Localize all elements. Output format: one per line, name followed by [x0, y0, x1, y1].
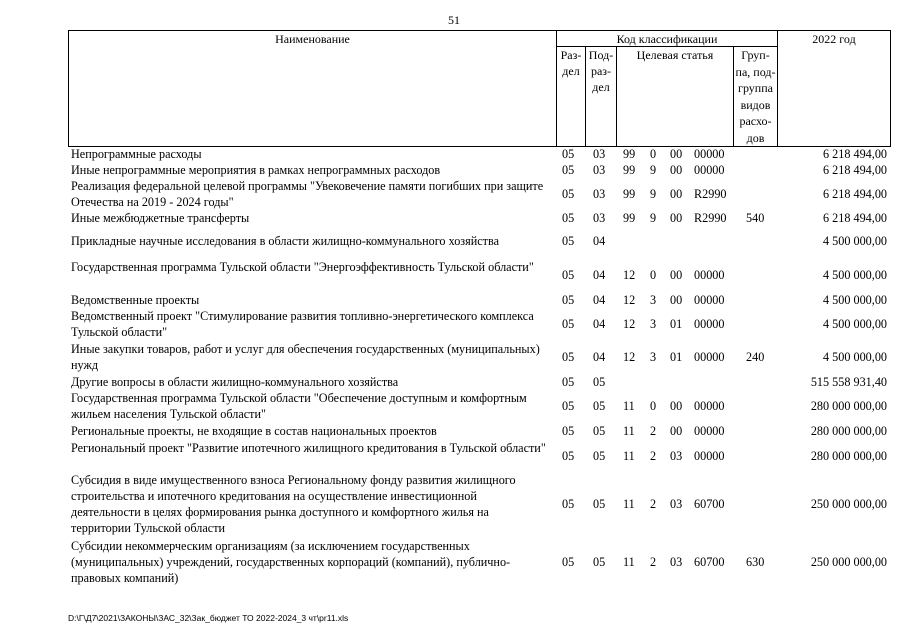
row-name: Прикладные научные исследования в области жилищно-коммунального хозяйства [71, 234, 499, 248]
row-t3: 00 [670, 424, 683, 438]
row-razdel: 05 [562, 268, 575, 282]
header-code: Код классификации [616, 32, 718, 46]
row-vid: 540 [746, 211, 765, 225]
row-t4: 00000 [694, 449, 725, 463]
row-razdel: 05 [562, 234, 575, 248]
row-t2: 2 [650, 449, 657, 463]
row-amount: 515 558 931,40 [810, 375, 887, 389]
header-year-cell [777, 30, 891, 147]
row-t3: 03 [670, 449, 683, 463]
table-header [0, 0, 905, 150]
row-name: Государственная программа Тульской области "Обеспечение доступным и комфортным жильем населения Тульской области" [71, 391, 527, 421]
row-razdel: 05 [562, 399, 575, 413]
row-name: Иные закупки товаров, работ и услуг для обеспечения государственных (муниципальных) нужд [71, 342, 540, 372]
row-podrazdel: 05 [593, 424, 606, 438]
row-t2: 2 [650, 424, 657, 438]
row-t1: 11 [623, 399, 635, 413]
row-amount: 4 500 000,00 [823, 234, 887, 248]
row-razdel: 05 [562, 293, 575, 307]
row-t2: 0 [650, 147, 657, 161]
header-year: 2022 год [812, 32, 856, 46]
header-name-cell [68, 30, 557, 147]
row-t2: 0 [650, 268, 657, 282]
row-name: Ведомственный проект "Стимулирование развития топливно-энергетического комплекса Тульской области" [71, 309, 534, 339]
row-t4: 00000 [694, 163, 725, 177]
row-t1: 99 [623, 163, 636, 177]
row-podrazdel: 04 [593, 268, 606, 282]
row-t4: 00000 [694, 350, 725, 364]
row-t2: 3 [650, 350, 657, 364]
row-t3: 01 [670, 350, 683, 364]
row-razdel: 05 [562, 449, 575, 463]
header-razdel: Раз- дел [560, 48, 582, 78]
row-t2: 9 [650, 163, 657, 177]
row-vid: 240 [746, 350, 765, 364]
header-group: Груп- па, под- группа видов расхо- дов [735, 48, 776, 145]
row-t3: 00 [670, 163, 683, 177]
row-t1: 99 [623, 187, 636, 201]
row-t3: 03 [670, 555, 683, 569]
row-t1: 12 [623, 293, 636, 307]
row-podrazdel: 05 [593, 449, 606, 463]
row-t3: 00 [670, 399, 683, 413]
row-t4: 00000 [694, 399, 725, 413]
row-t3: 00 [670, 147, 683, 161]
row-podrazdel: 05 [593, 497, 606, 511]
row-t1: 11 [623, 424, 635, 438]
row-name: Региональные проекты, не входящие в состав национальных проектов [71, 424, 437, 438]
row-podrazdel: 03 [593, 211, 606, 225]
row-podrazdel: 03 [593, 187, 606, 201]
row-podrazdel: 05 [593, 375, 606, 389]
row-t1: 12 [623, 350, 636, 364]
row-name: Непрограммные расходы [71, 147, 202, 161]
row-t1: 11 [623, 497, 635, 511]
row-t4: 60700 [694, 555, 725, 569]
row-podrazdel: 04 [593, 350, 606, 364]
row-amount: 6 218 494,00 [823, 187, 887, 201]
row-t1: 11 [623, 449, 635, 463]
row-amount: 280 000 000,00 [810, 424, 887, 438]
row-t4: 00000 [694, 317, 725, 331]
row-podrazdel: 04 [593, 293, 606, 307]
row-t4: 00000 [694, 293, 725, 307]
page-number: 51 [448, 13, 460, 27]
row-name: Субсидия в виде имущественного взноса Региональному фонду развития жилищного строительства и ипотечного кредитования на осуществление инвестиционной деятельности в целях формирования рынка доступного и комфортного жилья на территории Тульской области [71, 473, 516, 535]
row-name: Иные межбюджетные трансферты [71, 211, 250, 225]
row-t4: R2990 [694, 211, 727, 225]
row-t2: 9 [650, 211, 657, 225]
row-amount: 250 000 000,00 [810, 497, 887, 511]
row-vid: 630 [746, 555, 765, 569]
row-t2: 0 [650, 399, 657, 413]
row-amount: 280 000 000,00 [810, 399, 887, 413]
header-name: Наименование [275, 32, 350, 46]
row-podrazdel: 03 [593, 163, 606, 177]
row-t2: 2 [650, 497, 657, 511]
row-t4: R2990 [694, 187, 727, 201]
row-t2: 3 [650, 317, 657, 331]
row-razdel: 05 [562, 211, 575, 225]
row-razdel: 05 [562, 147, 575, 161]
header-podrazdel: Под- раз- дел [588, 48, 614, 94]
row-t3: 00 [670, 293, 683, 307]
row-podrazdel: 03 [593, 147, 606, 161]
row-t4: 00000 [694, 268, 725, 282]
row-name: Другие вопросы в области жилищно-коммунального хозяйства [71, 375, 399, 389]
row-t2: 9 [650, 187, 657, 201]
row-amount: 6 218 494,00 [823, 211, 887, 225]
row-amount: 4 500 000,00 [823, 293, 887, 307]
row-podrazdel: 05 [593, 399, 606, 413]
row-t3: 00 [670, 187, 683, 201]
row-t1: 99 [623, 211, 636, 225]
row-razdel: 05 [562, 350, 575, 364]
row-amount: 4 500 000,00 [823, 268, 887, 282]
row-name: Государственная программа Тульской области "Энергоэффективность Тульской области" [71, 260, 534, 274]
row-name: Региональный проект "Развитие ипотечного жилищного кредитования в Тульской области" [71, 441, 546, 455]
row-razdel: 05 [562, 497, 575, 511]
row-t2: 3 [650, 293, 657, 307]
row-t4: 00000 [694, 147, 725, 161]
row-razdel: 05 [562, 317, 575, 331]
row-name: Субсидии некоммерческим организациям (за исключением государственных (муниципальных) учреждений, государственных корпораций (компаний), публично-правовых компаний) [71, 539, 511, 585]
row-name: Ведомственные проекты [71, 293, 200, 307]
row-t3: 03 [670, 497, 683, 511]
row-amount: 4 500 000,00 [823, 350, 887, 364]
header-target: Целевая статья [636, 48, 714, 62]
row-amount: 280 000 000,00 [810, 449, 887, 463]
row-t1: 12 [623, 317, 636, 331]
row-t4: 00000 [694, 424, 725, 438]
row-t4: 60700 [694, 497, 725, 511]
row-t1: 11 [623, 555, 635, 569]
row-name: Иные непрограммные мероприятия в рамках непрограммных расходов [71, 163, 441, 177]
row-name: Реализация федеральной целевой программы "Увековечение памяти погибших при защите Отечества на 2019 - 2024 годы" [71, 179, 544, 209]
row-amount: 250 000 000,00 [810, 555, 887, 569]
row-razdel: 05 [562, 375, 575, 389]
row-t1: 99 [623, 147, 636, 161]
row-podrazdel: 04 [593, 317, 606, 331]
row-t3: 00 [670, 211, 683, 225]
row-amount: 6 218 494,00 [823, 163, 887, 177]
row-t3: 00 [670, 268, 683, 282]
row-razdel: 05 [562, 555, 575, 569]
row-t1: 12 [623, 268, 636, 282]
row-amount: 6 218 494,00 [823, 147, 887, 161]
row-t2: 2 [650, 555, 657, 569]
row-razdel: 05 [562, 424, 575, 438]
row-amount: 4 500 000,00 [823, 317, 887, 331]
row-t3: 01 [670, 317, 683, 331]
row-razdel: 05 [562, 187, 575, 201]
row-podrazdel: 04 [593, 234, 606, 248]
file-path-footer: D:\Г\Д7\2021\ЗАКОНЫ\ЗАС_32\Зак_бюджет ТО 2022-2024_3 чт\pr11.xls [68, 613, 349, 623]
row-podrazdel: 05 [593, 555, 606, 569]
row-razdel: 05 [562, 163, 575, 177]
